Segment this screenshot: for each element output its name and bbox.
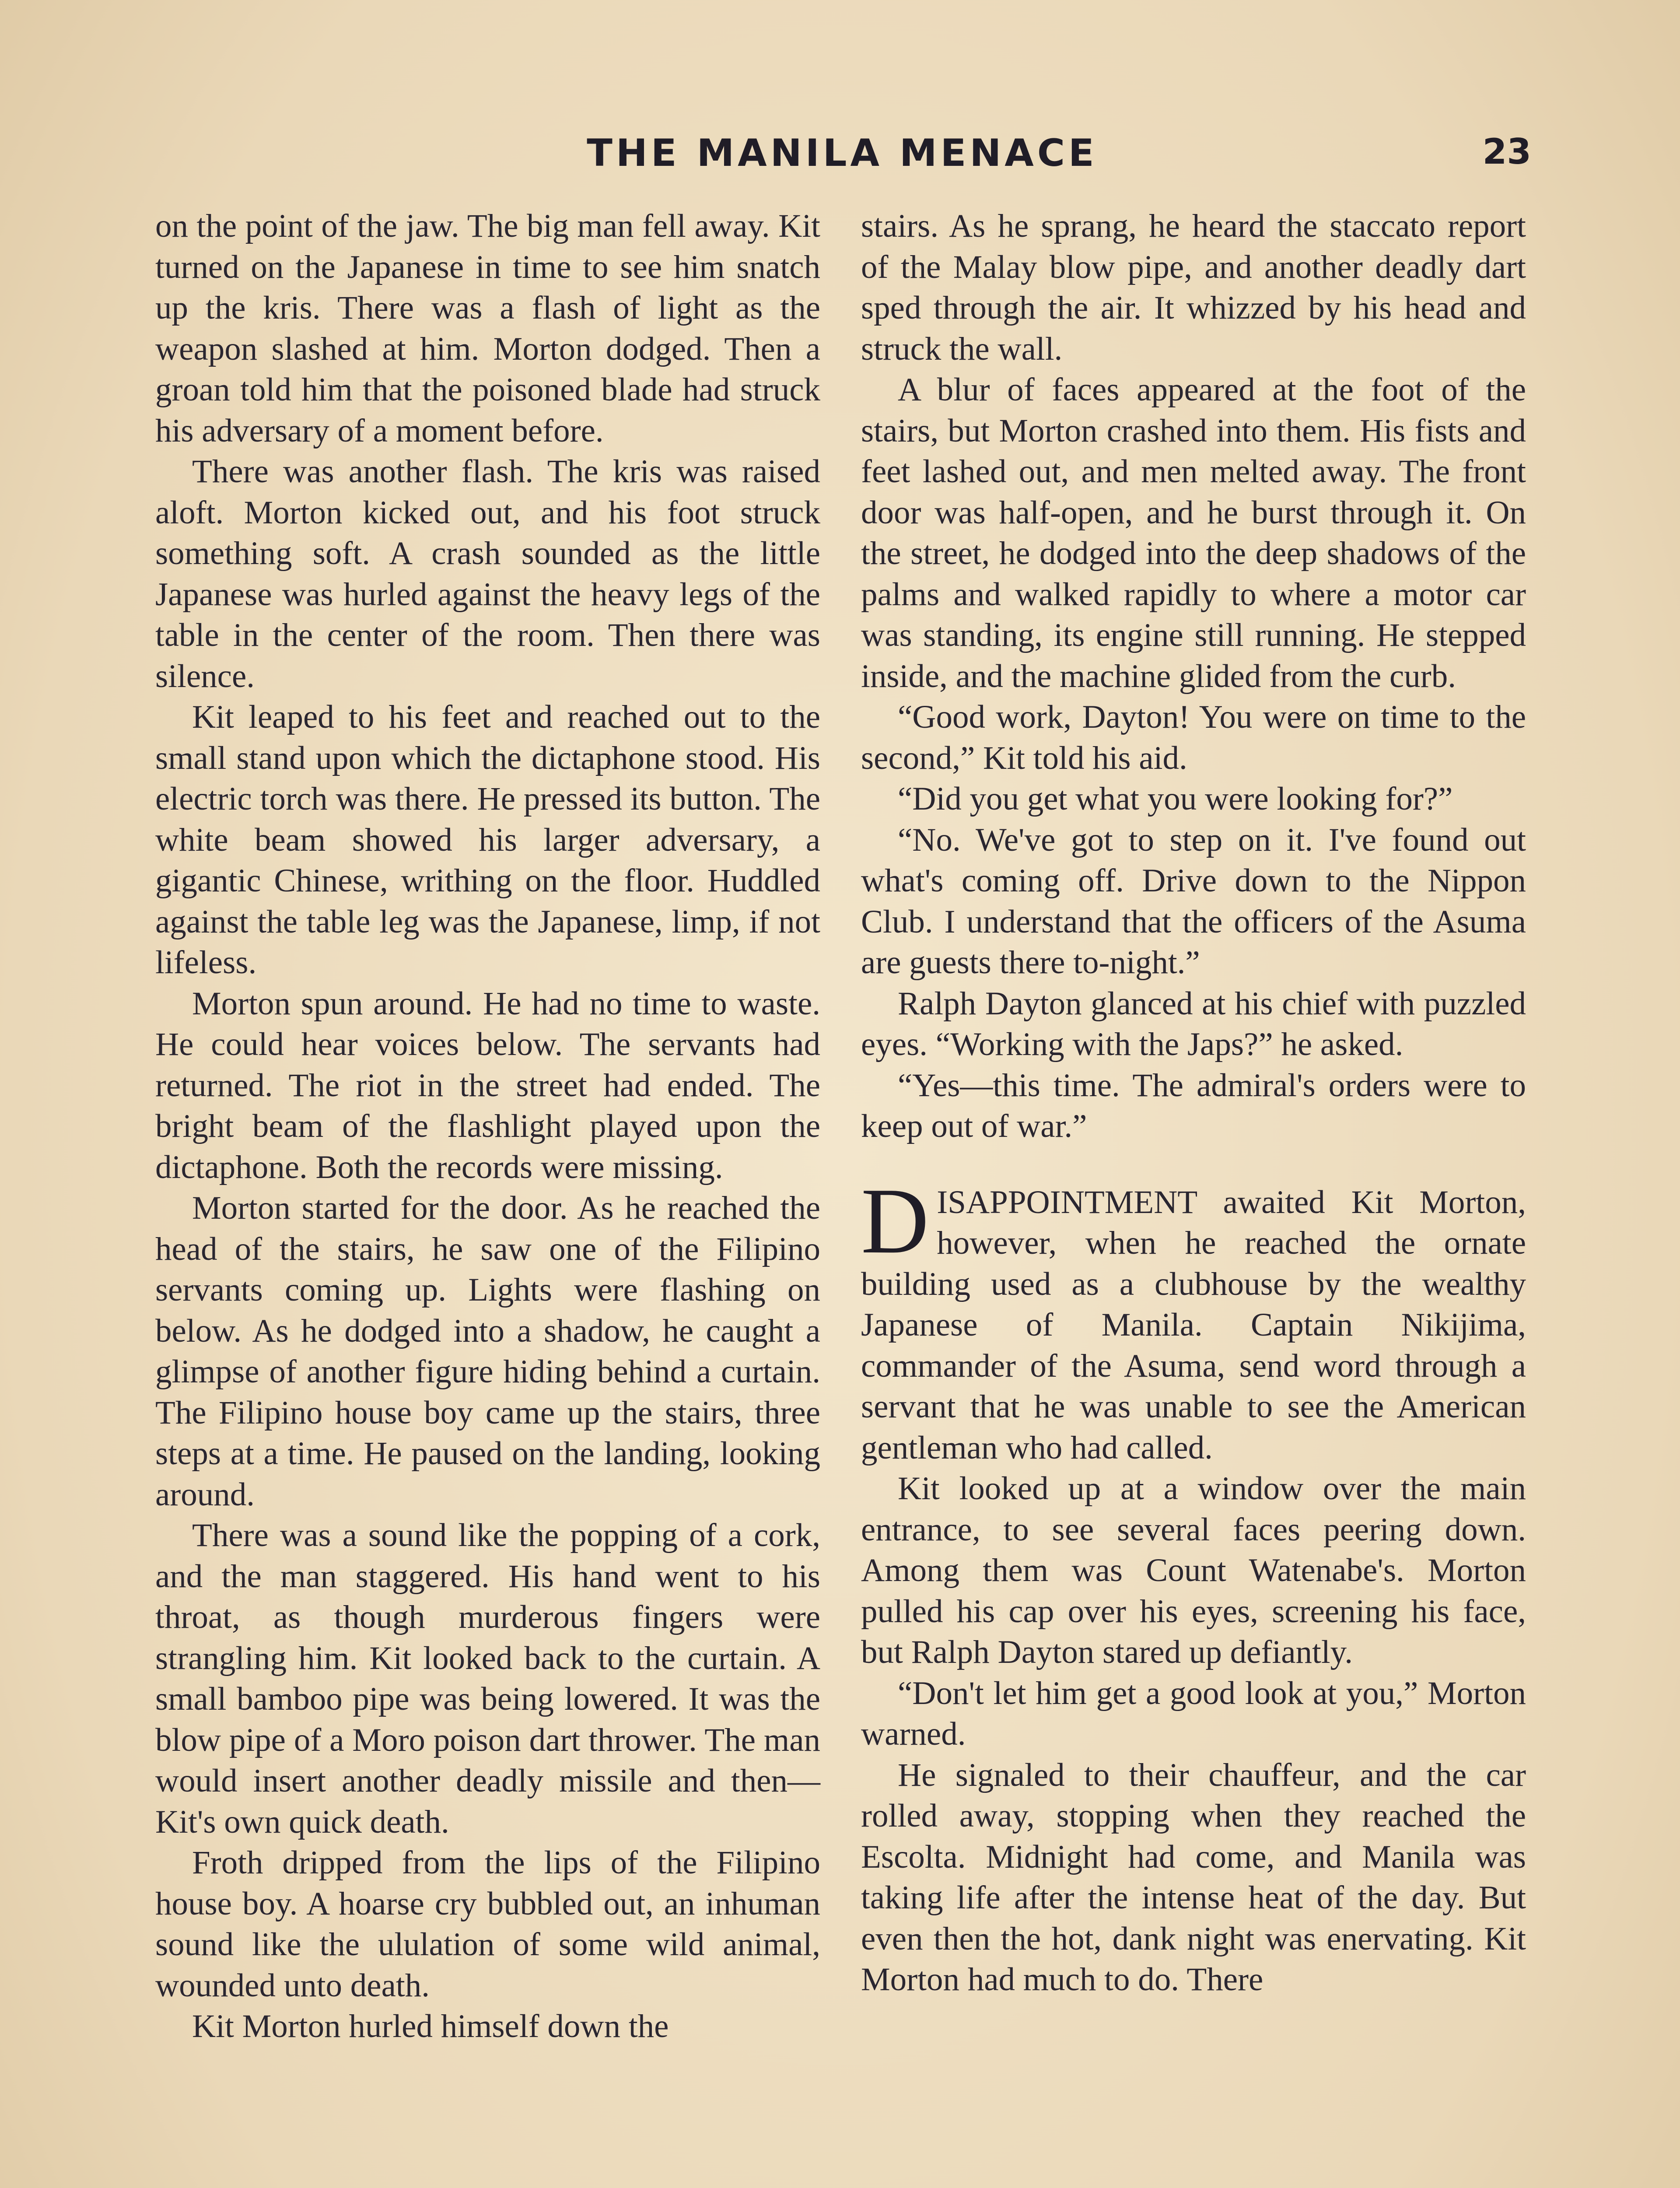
- paragraph: on the point of the jaw. The big man fell away. Kit turned on the Japanese in time to see him snatch up the kris. There was a flash of light as the weapon slashed at him. Morton dodged. Then a groan told him that the poisoned blade had struck his adversary of a moment before.: [155, 208, 820, 449]
- paragraph: stairs. As he sprang, he heard the staccato report of the Malay blow pipe, and another deadly dart sped through the air. It whizzed by his head and struck the wall.: [861, 208, 1526, 367]
- page-number: 23: [1482, 131, 1531, 172]
- paragraph: Morton spun around. He had no time to waste. He could hear voices below. The servants had returned. The riot in the street had ended. The bright beam of the flashlight played upon the dictaphone. Both the records were missing.: [155, 985, 820, 1185]
- paragraph: There was a sound like the popping of a cork, and the man staggered. His hand went to his throat, as though murderous fingers were strangling him. Kit looked back to the curtain. A small bamboo pipe was being lowered. It was the blow pipe of a Moro poison dart thrower. The man would insert another deadly missile and then—Kit's own quick death.: [155, 1517, 820, 1840]
- section-text: ISAPPOINTMENT awaited Kit Morton, however, when he reached the ornate building used as a clubhouse by the wealthy Japanese of Manila. Captain Nikijima, commander of the Asuma, send word through a servant that he was unable to see the American gentleman who had called.: [861, 1184, 1526, 1466]
- running-head: [153, 131, 1531, 184]
- paragraph: He signaled to their chauffeur, and the car rolled away, stopping when they reached the Escolta. Midnight had come, and Manila was taking life after the intense heat of the day. But even then the hot, dank night was enervating. Kit Morton had much to do. There: [861, 1757, 1526, 1998]
- drop-cap: D: [861, 1168, 929, 1273]
- section-paragraph: [861, 1168, 1526, 1469]
- paragraph: Froth dripped from the lips of the Filipino house boy. A hoarse cry bubbled out, an inhuman sound like the ululation of some wild animal, wounded unto death.: [155, 1844, 820, 2004]
- paragraph: Ralph Dayton glanced at his chief with puzzled eyes. “Working with the Japs?” he asked.: [861, 985, 1526, 1062]
- left-column: [155, 206, 820, 2188]
- paragraph: A blur of faces appeared at the foot of the stairs, but Morton crashed into them. His fists and feet lashed out, and men melted away. The front door was half-open, and he burst through it. On the street, he dodged into the deep shadows of the palms and walked rapidly to where a motor car was standing, its engine still running. He stepped inside, and the machine glided from the curb.: [861, 372, 1526, 694]
- paragraph: Kit looked up at a window over the main entrance, to see several faces peering down. Among them was Count Watenabe's. Morton pulled his cap over his eyes, screening his face, but Ralph Dayton stared up defiantly.: [861, 1470, 1526, 1670]
- paragraph: “Yes—this time. The admiral's orders were to keep out of war.”: [861, 1067, 1526, 1144]
- paragraph: Morton started for the door. As he reached the head of the stairs, he saw one of the Filipino servants coming up. Lights were flashing on below. As he dodged into a shadow, he caught a glimpse of another figure hiding behind a curtain. The Filipino house boy came up the stairs, three steps at a time. He paused on the landing, looking around.: [155, 1190, 820, 1513]
- right-column: [861, 206, 1526, 2188]
- paragraph: “Did you get what you were looking for?”: [898, 781, 1453, 817]
- running-title: THE MANILA MENACE: [587, 131, 1098, 175]
- paragraph: Kit Morton hurled himself down the: [192, 2008, 669, 2044]
- paragraph: “No. We've got to step on it. I've found out what's coming off. Drive down to the Nippon Club. I understand that the officers of the Asuma are guests there to-night.”: [861, 821, 1526, 981]
- paragraph: There was another flash. The kris was raised aloft. Morton kicked out, and his foot struck something soft. A crash sounded as the little Japanese was hurled against the heavy legs of the table in the center of the room. Then there was silence.: [155, 453, 820, 694]
- paragraph: “Good work, Dayton! You were on time to the second,” Kit told his aid.: [861, 699, 1526, 776]
- paragraph: Kit leaped to his feet and reached out to the small stand upon which the dictaphone stood. His electric torch was there. He pressed its button. The white beam showed his larger adversary, a gigantic Chinese, writhing on the floor. Huddled against the table leg was the Japanese, limp, if not lifeless.: [155, 699, 820, 981]
- paragraph: “Don't let him get a good look at you,” Morton warned.: [861, 1675, 1526, 1752]
